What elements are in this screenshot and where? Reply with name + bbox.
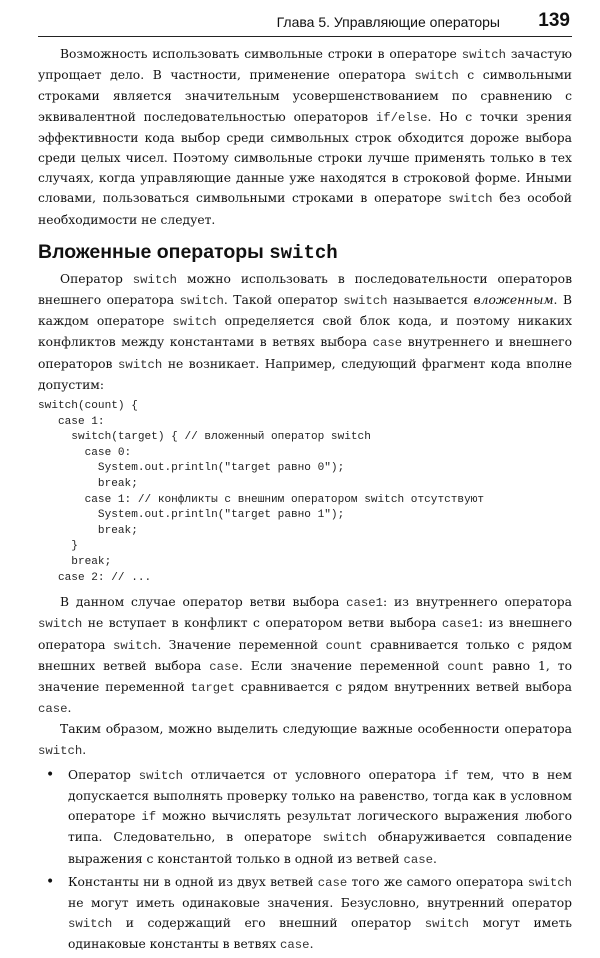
list-item: • Оператор switch отличается от условного оператора if тем, что в нем допускается выполнять проверку только на равенство, тогда как в условном операторе if можно вычислять результат логического выражения любого типа. Следовательно, в операторе switch обнаруживается совпадение выражения с константой только в одной из ветвей case. (46, 766, 573, 867)
list-item: • Константы ни в одной из двух ветвей case того же самого оператора switch не могут иметь одинаковые значения. Безусловно, внутренний оператор switch и содержащий его внешний оператор switch могут иметь одинаковые константы в ветвях case. (46, 873, 572, 953)
features-list (38, 765, 572, 956)
paragraph-string-switch: Возможность использовать символьные строки в операторе switch зачастую упрощает дело. В частности, применение оператора switch с символьными строками является значительным усовершенствованием по сравнению с эквивалентной последовательностью операторов if/else. Но с точки зрения эффективности кода выбор среди символьных строк обходится дороже выбора среди целых чисел. Поэтому символьные строки лучше применять только в тех случаях, когда управляющие данные уже находятся в строковой форме. Иными словами, пользоваться символьными строками в операторе switch без особой необходимости не следует. (38, 47, 573, 227)
bullet-icon: • (46, 766, 55, 783)
bullet-icon: • (46, 873, 55, 890)
running-header (38, 12, 572, 37)
code-listing: switch(count) { case 1: switch(target) { // вложенный оператор switch case 0: System.out.println("target равно 0"); break; case 1: // конфликты с внешним оператором switch отсутствуют System.out.println("target равно 1"); break; } break; case 2: // ... (38, 400, 485, 584)
body-text (38, 44, 572, 958)
section-heading: Вложенные операторы switch (38, 240, 338, 264)
paragraph-features-intro: Таким образом, можно выделить следующие важные особенности оператора switch. (38, 722, 572, 758)
paragraph-explanation: В данном случае оператор ветви выбора case1: из внутреннего оператора switch не вступает в конфликт с оператором ветви выбора case1: из внешнего оператора switch. Значение переменной count сравнивается только с рядом внешних ветвей выбора case. Если значение переменной count равно 1, то значение переменной target сравнивается с рядом внутренних ветвей выбора case. (38, 595, 573, 717)
page-number: 139 (538, 10, 570, 31)
chapter-title: Глава 5. Управляющие операторы (276, 14, 500, 30)
paragraph-nested-intro: Оператор switch можно использовать в последовательности операторов внешнего оператора switch. Такой оператор switch называется вложенным. В каждом операторе switch определяется свой блок кода, и поэтому никаких конфликтов между константами в ветвях выбора case внутреннего и внешнего операторов switch не возникает. Например, следующий фрагмент кода вполне допустим: (38, 271, 573, 392)
